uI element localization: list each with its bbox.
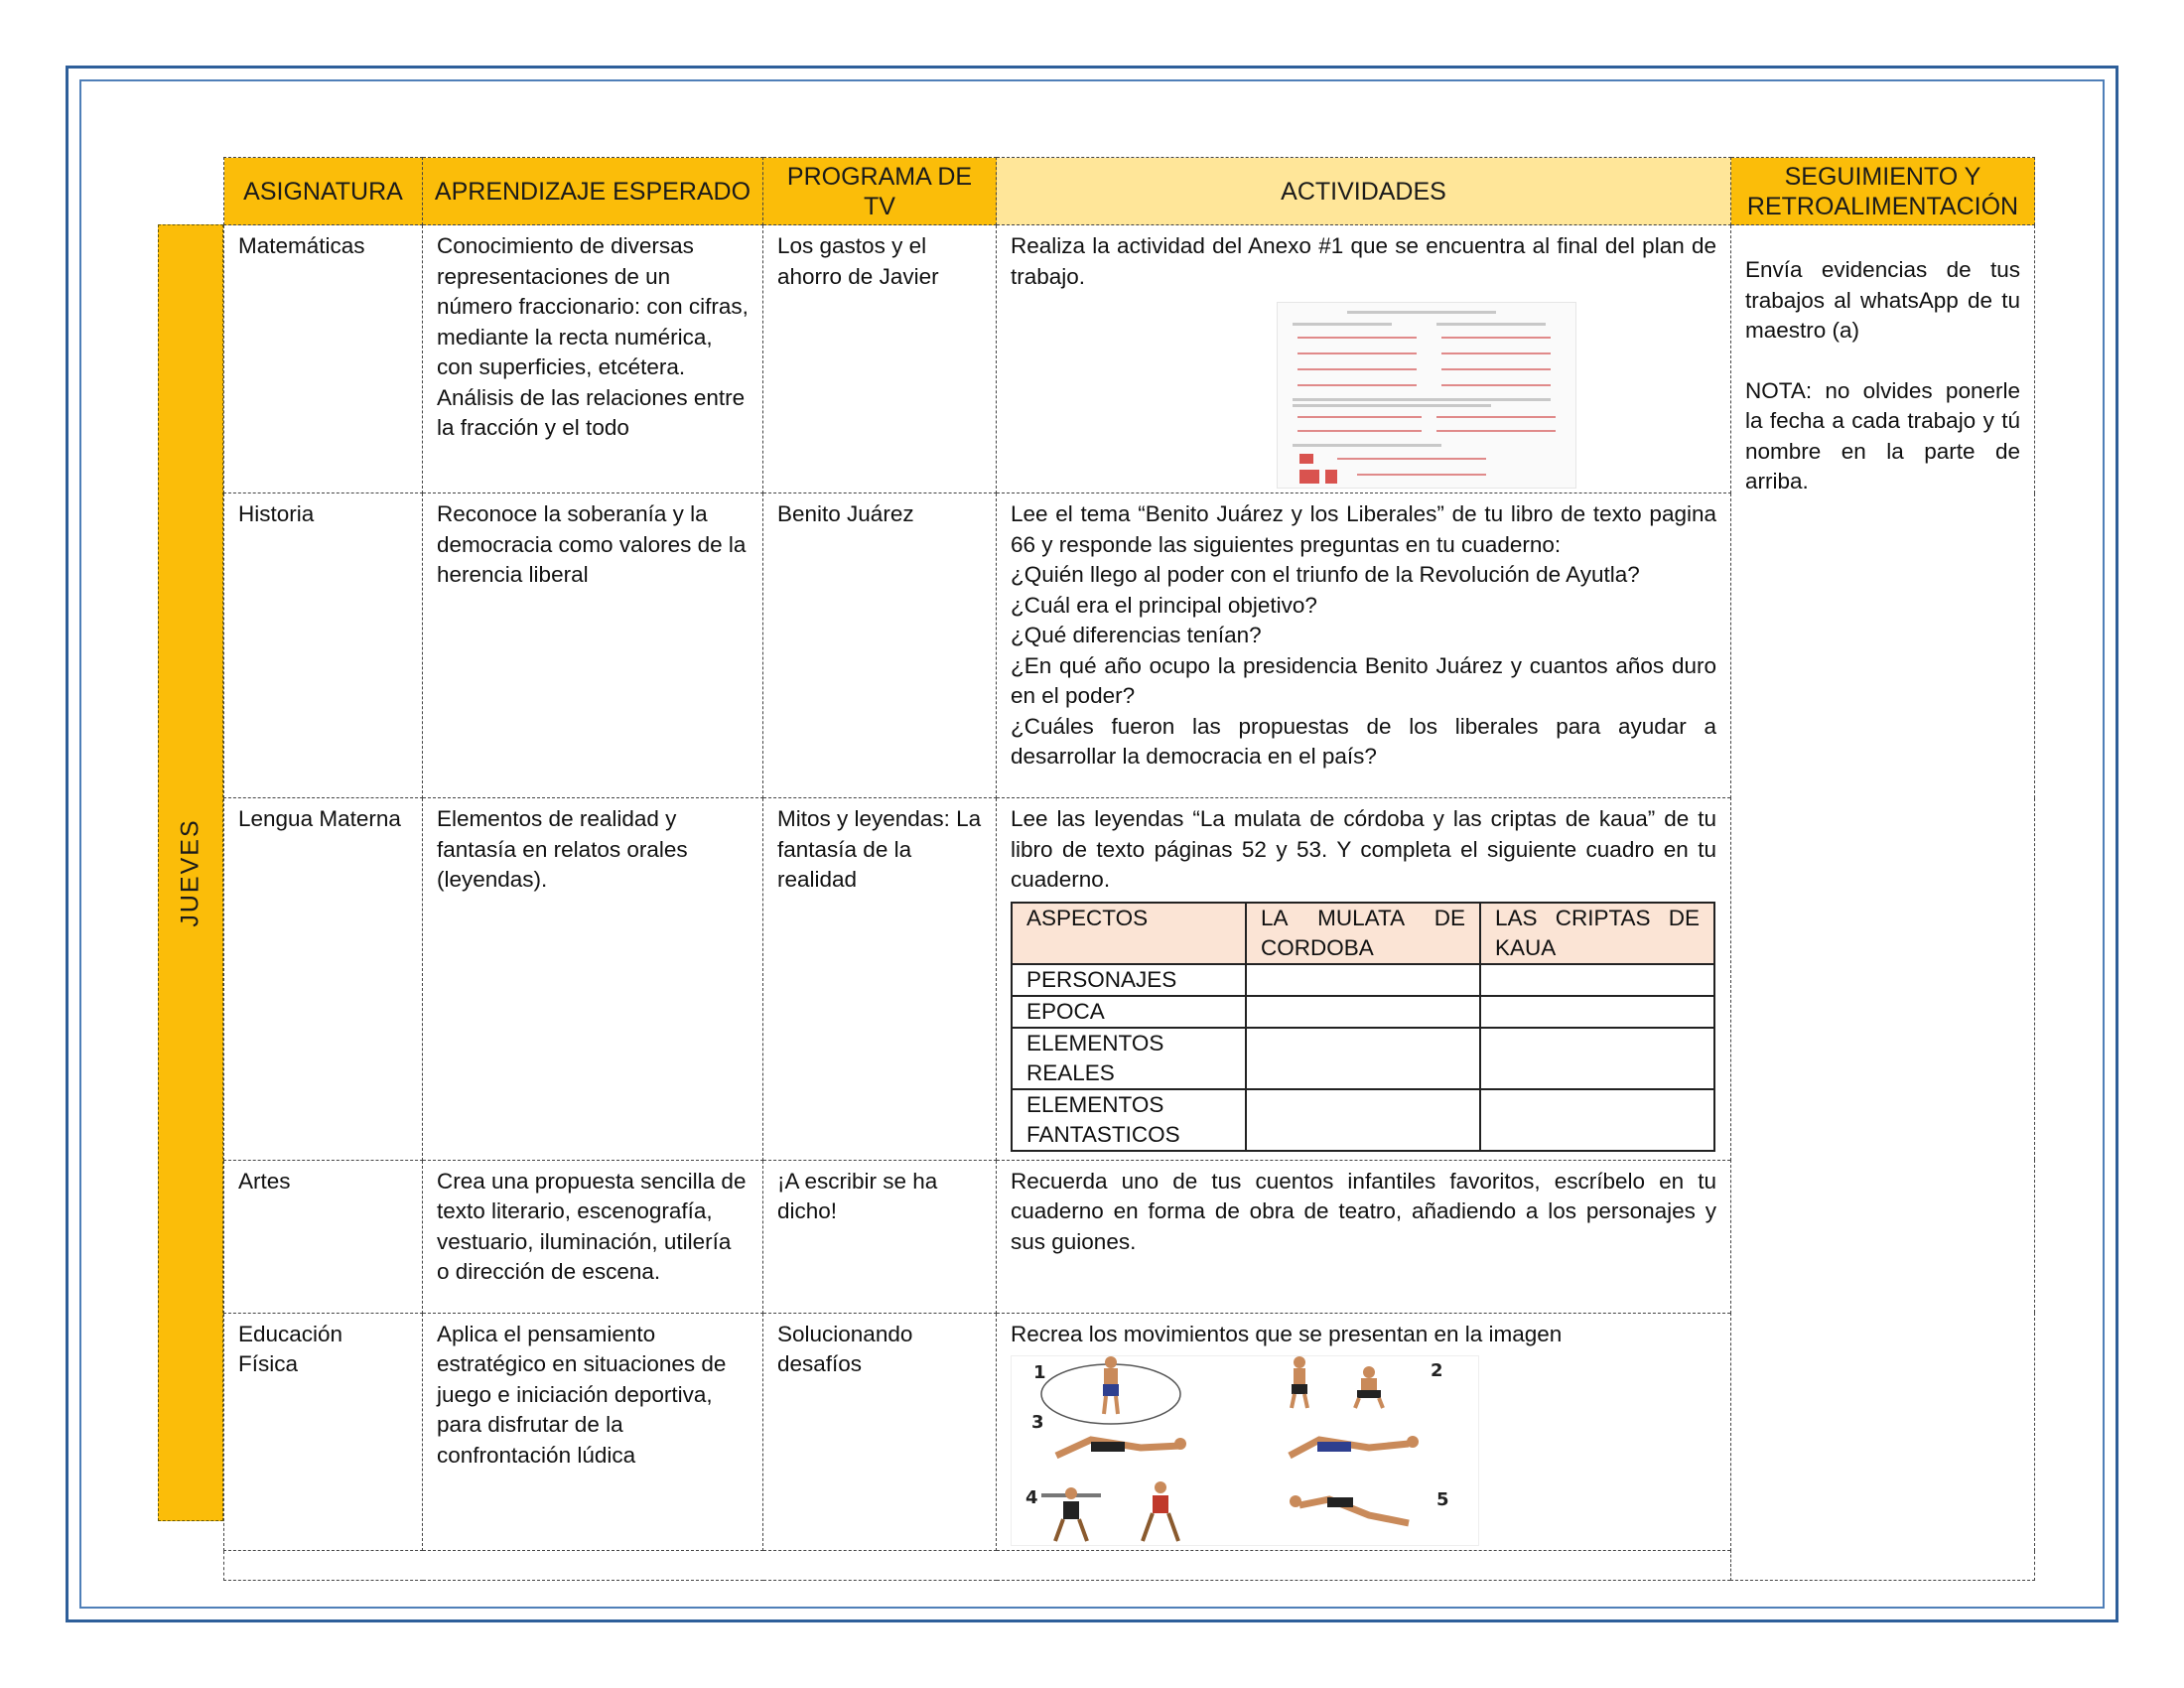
question-item: ¿Qué diferencias tenían? — [1011, 623, 1262, 647]
aspects-row-label: ELEMENTOS REALES — [1012, 1028, 1246, 1089]
question-item: ¿Quién llego al poder con el triunfo de la Revolución de Ayutla? — [1011, 562, 1640, 587]
activity-text: Lee el tema “Benito Juárez y los Liberales” de tu libro de texto pagina 66 y responde las siguientes preguntas en tu cuaderno: — [1011, 501, 1716, 557]
exercise-image — [1011, 1355, 1479, 1546]
aspects-row-label: ELEMENTOS FANTASTICOS — [1012, 1089, 1246, 1151]
exercise-figures — [1012, 1356, 1478, 1545]
learning-cell: Crea una propuesta sencilla de texto literario, escenografía, vestuario, iluminación, utilería o dirección de escena. — [423, 1160, 763, 1313]
day-column — [158, 224, 223, 1521]
activity-cell — [997, 225, 1731, 493]
aspects-empty-cell — [1480, 1028, 1714, 1089]
program-cell: Mitos y leyendas: La fantasía de la realidad — [763, 798, 997, 1161]
learning-cell: Aplica el pensamiento estratégico en situaciones de juego e iniciación deportiva, para disfrutar de la confrontación lúdica — [423, 1313, 763, 1551]
aspects-empty-cell — [1480, 996, 1714, 1028]
activity-cell — [997, 798, 1731, 1161]
aspects-empty-cell — [1480, 964, 1714, 996]
program-cell: Solucionando desafíos — [763, 1313, 997, 1551]
followup-text: Envía evidencias de tus trabajos al whatsApp de tu maestro (a) — [1745, 257, 2020, 343]
day-label: JUEVES — [176, 818, 205, 927]
aspects-header: LA MULATA DE CORDOBA — [1246, 903, 1480, 964]
learning-cell: Reconoce la soberanía y la democracia como valores de la herencia liberal — [423, 493, 763, 798]
subject-cell: Educación Física — [224, 1313, 423, 1551]
exercise-number: 2 — [1431, 1360, 1443, 1381]
subject-cell: Matemáticas — [224, 225, 423, 493]
activity-cell: Recuerda uno de tus cuentos infantiles favoritos, escríbelo en tu cuaderno en forma de obra de teatro, añadiendo a los personajes y sus guiones. — [997, 1160, 1731, 1313]
subject-cell: Lengua Materna — [224, 798, 423, 1161]
activity-text: Recrea los movimientos que se presentan en la imagen — [1011, 1321, 1563, 1346]
program-cell: Los gastos y el ahorro de Javier — [763, 225, 997, 493]
header-programa: PROGRAMA DE TV — [763, 158, 997, 225]
aspects-row-label: PERSONAJES — [1012, 964, 1246, 996]
subject-cell: Historia — [224, 493, 423, 798]
followup-cell — [1731, 225, 2035, 1581]
empty-cell — [224, 1551, 1731, 1581]
header-seguimiento: SEGUIMIENTO Y RETROALIMENTACIÓN — [1731, 158, 2035, 225]
header-asignatura: ASIGNATURA — [224, 158, 423, 225]
exercise-number: 1 — [1033, 1362, 1046, 1383]
exercise-number: 3 — [1031, 1412, 1044, 1433]
program-cell: ¡A escribir se ha dicho! — [763, 1160, 997, 1313]
activity-text: Lee las leyendas “La mulata de córdoba y las criptas de kaua” de tu libro de texto páginas 52 y 53. Y completa el siguiente cuadro en tu cuaderno. — [1011, 806, 1716, 892]
exercise-number: 4 — [1025, 1487, 1038, 1508]
annex-worksheet-image — [1277, 302, 1576, 489]
header-aprendizaje: APRENDIZAJE ESPERADO — [423, 158, 763, 225]
question-item: ¿En qué año ocupo la presidencia Benito Juárez y cuantos años duro en el poder? — [1011, 652, 1716, 708]
learning-cell: Elementos de realidad y fantasía en relatos orales (leyendas). — [423, 798, 763, 1161]
plan-table — [223, 157, 2035, 1581]
exercise-number: 5 — [1436, 1489, 1449, 1510]
aspects-empty-cell — [1246, 964, 1480, 996]
activity-text: Realiza la actividad del Anexo #1 que se encuentra al final del plan de trabajo. — [1011, 233, 1716, 289]
header-row — [224, 158, 2035, 225]
question-item: ¿Cuáles fueron las propuestas de los liberales para ayudar a desarrollar la democracia en el país? — [1011, 713, 1716, 769]
program-cell: Benito Juárez — [763, 493, 997, 798]
question-item: ¿Cuál era el principal objetivo? — [1011, 592, 1317, 618]
activity-cell — [997, 1313, 1731, 1551]
aspects-empty-cell — [1246, 1089, 1480, 1151]
aspects-empty-cell — [1246, 1028, 1480, 1089]
aspects-row-label: EPOCA — [1012, 996, 1246, 1028]
subject-cell: Artes — [224, 1160, 423, 1313]
aspects-empty-cell — [1480, 1089, 1714, 1151]
table-row — [224, 225, 2035, 493]
aspects-empty-cell — [1246, 996, 1480, 1028]
followup-note: NOTA: no olvides ponerle la fecha a cada trabajo y tú nombre en la parte de arriba. — [1745, 377, 2020, 493]
activity-cell — [997, 493, 1731, 798]
aspects-header: LAS CRIPTAS DE KAUA — [1480, 903, 1714, 964]
learning-cell: Conocimiento de diversas representaciones de un número fraccionario: con cifras, mediante la recta numérica, con superficies, etcétera. Análisis de las relaciones entre la fracción y el todo — [423, 225, 763, 493]
aspects-table — [1011, 902, 1715, 1152]
aspects-header: ASPECTOS — [1012, 903, 1246, 964]
header-actividades: ACTIVIDADES — [997, 158, 1731, 225]
